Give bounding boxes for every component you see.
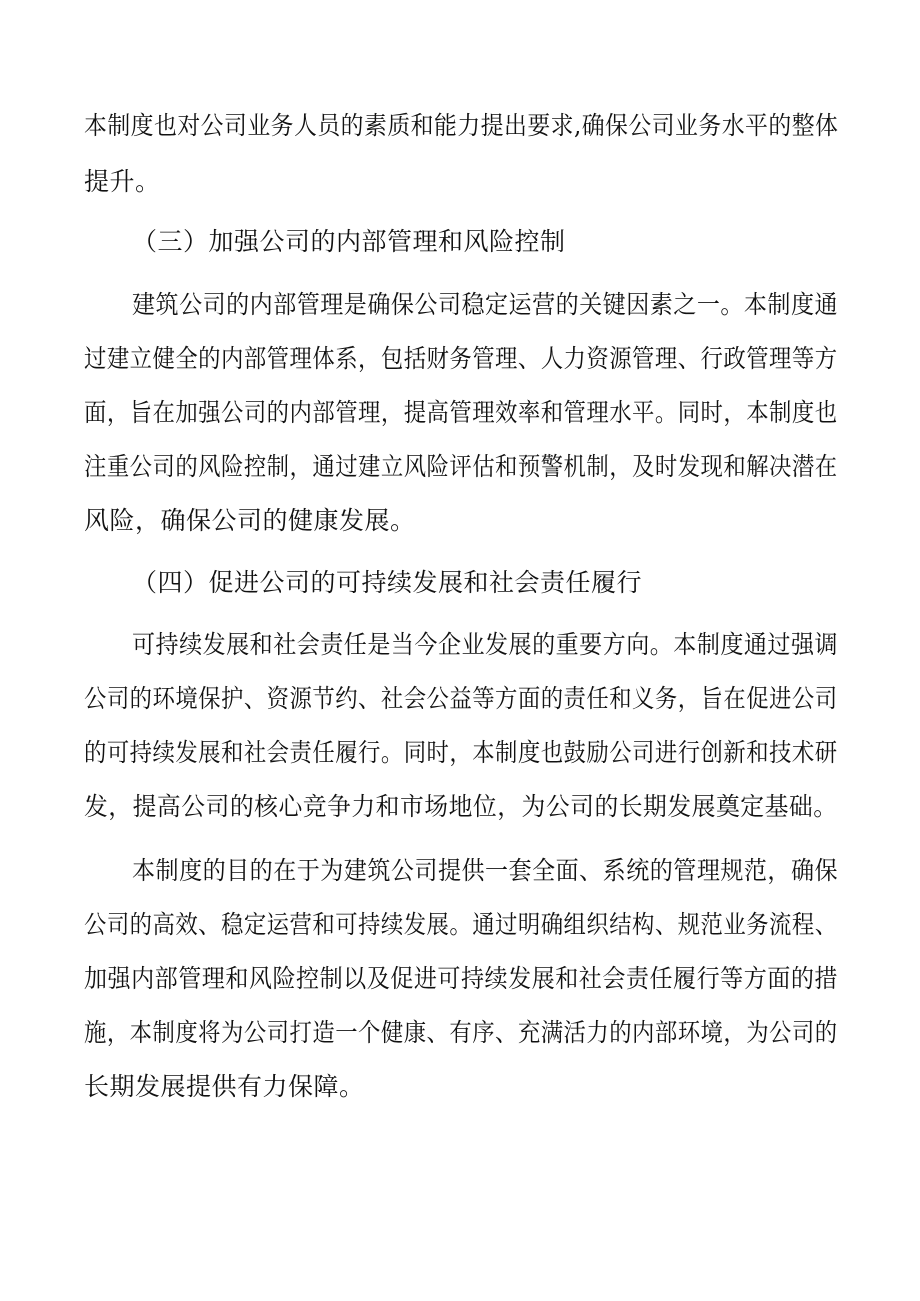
paragraph-line: 可持续发展和社会责任是当今企业发展的重要方向。本制度通过强调 <box>132 630 839 659</box>
paragraph-line: 加强内部管理和风险控制以及促进可持续发展和社会责任履行等方面的措 <box>84 964 838 993</box>
paragraph-line: 长期发展提供有力保障。 <box>84 1072 365 1101</box>
paragraph-line: 过建立健全的内部管理体系，包括财务管理、人力资源管理、行政管理等方 <box>84 344 838 373</box>
paragraph-line: 提升。 <box>84 167 161 196</box>
paragraph-line: 注重公司的风险控制，通过建立风险评估和预警机制，及时发现和解决潜在 <box>84 452 838 481</box>
paragraph-line: 面，旨在加强公司的内部管理，提高管理效率和管理水平。同时，本制度也 <box>84 398 838 427</box>
paragraph-line: 施，本制度将为公司打造一个健康、有序、充满活力的内部环境，为公司的 <box>84 1018 838 1047</box>
paragraph-line: 发，提高公司的核心竞争力和市场地位，为公司的长期发展奠定基础。 <box>84 792 838 821</box>
paragraph-line: 本制度的目的在于为建筑公司提供一套全面、系统的管理规范，确保 <box>132 856 839 885</box>
section-heading-3: （三）加强公司的内部管理和风险控制 <box>132 227 566 256</box>
paragraph-line: 公司的环境保护、资源节约、社会公益等方面的责任和义务，旨在促进公司 <box>84 684 838 713</box>
paragraph-line: 的可持续发展和社会责任履行。同时，本制度也鼓励公司进行创新和技术研 <box>84 738 838 767</box>
paragraph-line: 建筑公司的内部管理是确保公司稳定运营的关键因素之一。本制度通 <box>132 290 839 319</box>
paragraph-line: 本制度也对公司业务人员的素质和能力提出要求,确保公司业务水平的整体 <box>84 111 839 140</box>
paragraph-line: 风险，确保公司的健康发展。 <box>84 506 416 535</box>
section-heading-4: （四）促进公司的可持续发展和社会责任履行 <box>132 568 643 597</box>
paragraph-line: 公司的高效、稳定运营和可持续发展。通过明确组织结构、规范业务流程、 <box>84 910 838 939</box>
